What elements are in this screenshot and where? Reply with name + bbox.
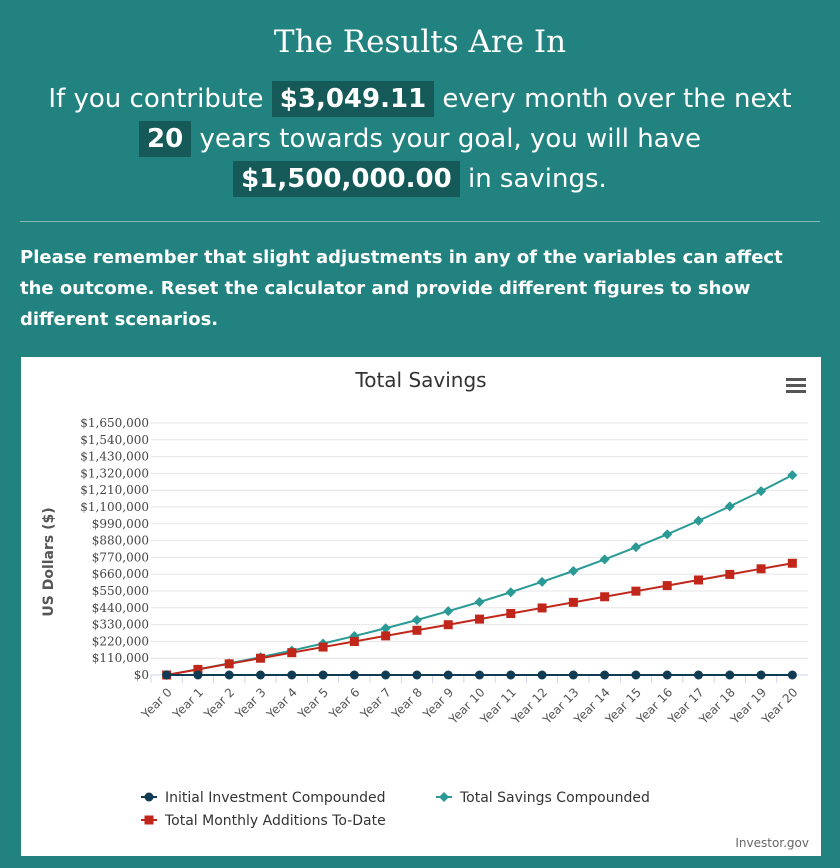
data-point[interactable] [506,671,515,680]
total-savings-chart [21,357,821,856]
x-tick-label: Year 2 [201,685,238,722]
series-layer [162,470,798,680]
legend-marker [439,792,449,802]
summary-line-2 [0,119,840,159]
data-point[interactable] [287,648,296,657]
series-1 [162,470,798,680]
data-point[interactable] [538,671,547,680]
data-point[interactable] [225,659,234,668]
data-point[interactable] [787,470,797,480]
y-axis-label: US Dollars ($) [41,507,57,617]
data-point[interactable] [256,671,265,680]
summary-text-years: years towards your goal, you will have [199,124,701,154]
legend-label: Total Savings Compounded [460,790,650,806]
x-tick-label: Year 3 [232,685,269,722]
years-value: 20 [139,121,191,157]
data-point[interactable] [381,671,390,680]
x-tick-label: Year 17 [665,685,707,727]
data-point[interactable] [412,615,422,625]
y-tick-label: $220,000 [91,634,149,649]
x-tick-label: Year 9 [420,685,457,722]
summary-text-savings: in savings. [467,164,607,194]
x-tick-label: Year 5 [295,685,332,722]
credit-label[interactable]: Investor.gov [735,836,809,850]
data-point[interactable] [663,581,672,590]
data-point[interactable] [506,587,516,597]
y-tick-label: $1,320,000 [80,466,149,481]
x-tick-label: Year 0 [138,685,175,722]
x-tick-label: Year 13 [540,685,582,727]
data-point[interactable] [569,671,578,680]
data-point[interactable] [788,671,797,680]
x-tick-label: Year 18 [696,685,738,727]
x-tick-label: Year 10 [446,685,488,727]
x-tick-label: Year 15 [602,685,645,727]
data-point[interactable] [725,671,734,680]
results-title: The Results Are In [273,24,567,60]
y-tick-label: $660,000 [91,567,149,582]
chart-canvas [21,357,821,856]
y-tick-label: $550,000 [91,584,149,598]
data-point[interactable] [600,554,610,564]
chart-title: Total Savings [355,368,487,392]
y-tick-label: $880,000 [91,533,149,548]
y-axis-ticks [80,416,149,682]
y-tick-label: $1,210,000 [80,483,149,498]
data-point[interactable] [444,671,453,680]
results-summary [0,79,840,199]
data-point[interactable] [537,577,547,587]
adjustment-note: Please remember that slight adjustments in any of the variables can affect the outcome. Reset the calculator and provide different figures to show different scenarios. [20,247,783,330]
summary-text-contribute: If you contribute [48,84,264,114]
x-tick-label: Year 1 [170,685,207,722]
data-point[interactable] [538,603,547,612]
legend-marker [145,793,154,802]
grid-lines [151,423,808,675]
data-point[interactable] [788,559,797,568]
legend-label: Initial Investment Compounded [165,790,386,806]
data-point[interactable] [662,529,672,539]
data-point[interactable] [756,486,766,496]
legend-item[interactable] [141,813,386,829]
series-2 [162,559,797,680]
y-tick-label: $990,000 [91,516,149,531]
data-point[interactable] [631,587,640,596]
data-point[interactable] [631,671,640,680]
series-line [167,475,793,675]
data-point[interactable] [319,643,328,652]
x-tick-label: Year 14 [571,685,613,727]
y-tick-label: $1,430,000 [80,449,149,464]
legend-marker [145,816,154,825]
x-tick-label: Year 20 [759,685,801,727]
y-tick-label: $1,100,000 [80,500,149,514]
chart-legend[interactable] [141,790,650,829]
x-tick-label: Year 7 [357,685,394,722]
x-tick-label: Year 19 [727,685,770,727]
data-point[interactable] [757,564,766,573]
data-point[interactable] [757,671,766,680]
data-point[interactable] [350,637,359,646]
data-point[interactable] [725,570,734,579]
data-point[interactable] [193,671,202,680]
data-point[interactable] [600,592,609,601]
x-tick-label: Year 6 [326,685,363,722]
section-divider [20,221,820,222]
x-tick-label: Year 16 [633,685,676,727]
data-point[interactable] [412,626,421,635]
y-tick-label: $1,540,000 [80,432,149,447]
data-point[interactable] [381,631,390,640]
x-axis-ticks [138,675,800,727]
data-point[interactable] [475,615,484,624]
y-tick-label: $770,000 [91,550,149,565]
data-point[interactable] [475,597,485,607]
summary-line-3 [0,159,840,199]
x-tick-label: Year 12 [508,685,551,727]
data-point[interactable] [475,671,484,680]
data-point[interactable] [225,671,234,680]
data-point[interactable] [444,620,453,629]
y-tick-label: $330,000 [91,617,149,632]
chart-menu-icon[interactable] [784,376,808,396]
legend-item[interactable] [436,790,650,806]
data-point[interactable] [569,598,578,607]
data-point[interactable] [319,671,328,680]
goal-amount-value: $1,500,000.00 [233,161,460,197]
data-point[interactable] [725,501,735,511]
data-point[interactable] [412,671,421,680]
data-point[interactable] [506,609,515,618]
y-tick-label: $1,650,000 [80,416,149,430]
legend-label: Total Monthly Additions To-Date [165,813,386,829]
data-point[interactable] [287,671,296,680]
x-tick-label: Year 4 [263,685,300,722]
y-tick-label: $0 [133,668,149,682]
series-0 [162,671,797,680]
x-tick-label: Year 11 [477,685,519,727]
data-point[interactable] [600,671,609,680]
legend-item[interactable] [141,790,386,806]
data-point[interactable] [694,576,703,585]
data-point[interactable] [350,671,359,680]
y-tick-label: $110,000 [91,651,149,666]
data-point[interactable] [162,671,171,680]
summary-text-every-month: every month over the next [442,84,792,114]
monthly-contribution-value: $3,049.11 [272,81,434,117]
data-point[interactable] [694,671,703,680]
y-tick-label: $440,000 [91,600,149,615]
data-point[interactable] [256,654,265,663]
data-point[interactable] [631,542,641,552]
x-tick-label: Year 8 [389,685,426,722]
summary-line-1 [0,79,840,119]
data-point[interactable] [663,671,672,680]
